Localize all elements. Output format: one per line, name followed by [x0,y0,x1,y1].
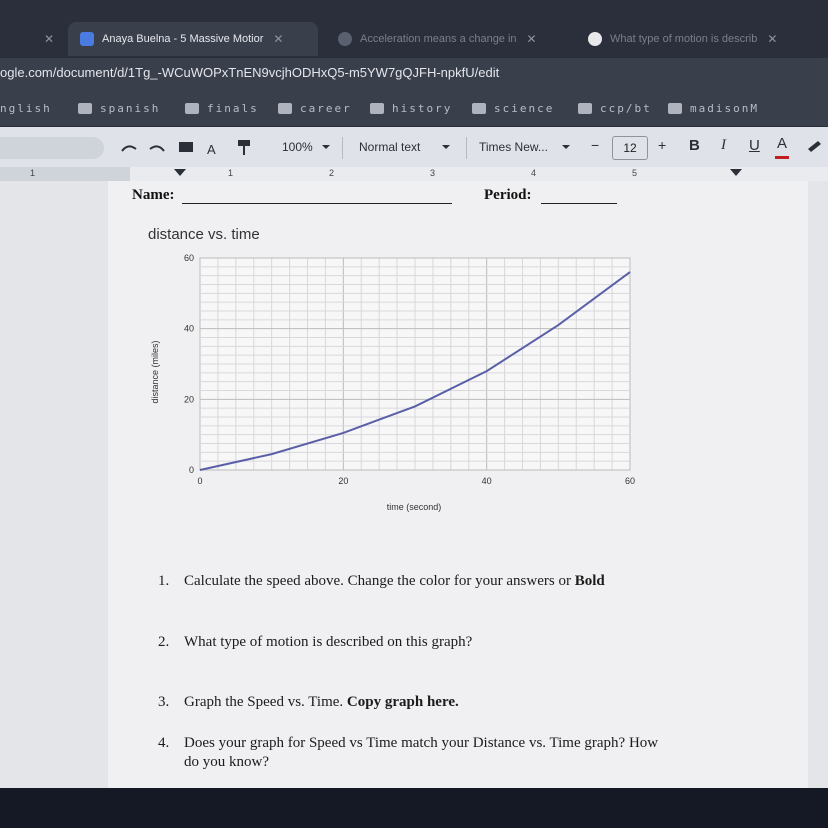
question-4[interactable]: 4. Does your graph for Speed vs Time match your Distance vs. Time graph? How do you know? [158,735,659,770]
name-blank [182,203,452,204]
text-color-swatch [775,156,789,159]
folder-icon [278,103,292,114]
docs-toolbar [0,127,828,167]
x-axis-label: time (second) [386,502,442,512]
period-blank [541,203,617,204]
ruler-number: 1 [228,168,234,178]
folder-icon [370,103,384,114]
separator [342,137,343,159]
y-tick-label: 0 [188,465,194,475]
separator [466,137,467,159]
google-icon [588,32,602,46]
style-select[interactable]: Normal text [359,140,421,154]
decrease-font-size-button[interactable]: − [591,137,600,153]
period-label: Period: [484,187,532,203]
tab-close-icon[interactable]: ✕ [526,32,537,46]
bookmark-item[interactable]: science [472,102,554,115]
folder-icon [668,103,682,114]
font-select[interactable]: Times New... [479,140,548,154]
browser-tab[interactable] [576,22,828,56]
tab-close-icon[interactable]: ✕ [767,32,778,46]
browser-tab-active[interactable] [68,22,318,56]
folder-icon [578,103,592,114]
name-label: Name: [132,187,175,203]
chevron-down-icon [562,145,570,149]
chart-title: distance vs. time [148,226,260,243]
indent-marker[interactable] [174,169,186,176]
x-tick-label: 40 [481,476,492,486]
ruler-number: 4 [531,168,537,178]
paint-format-icon[interactable] [238,140,250,146]
ruler-number: 1 [30,168,36,178]
x-tick-label: 60 [624,476,636,486]
tab-close-icon[interactable]: ✕ [273,32,284,46]
question-1[interactable]: 1. Calculate the speed above. Change the color for your answers or Bold [158,573,605,589]
print-icon[interactable] [179,142,193,152]
url-text[interactable]: ogle.com/document/d/1Tg_-WCuWOPxTnEN9vcjhODHxQ5-m5YW7gQJFH-npkfU/edit [0,65,500,80]
bookmark-item[interactable]: ccp/bt [578,102,652,115]
chevron-down-icon [442,145,450,149]
bookmark-item[interactable]: nglish [0,102,52,115]
bookmark-item[interactable]: history [370,102,452,115]
italic-button[interactable]: I [721,137,726,153]
text-color-button[interactable]: A [777,135,788,152]
y-axis-label: distance (miles) [150,340,160,404]
ruler-number: 3 [430,168,436,178]
address-bar[interactable] [0,58,828,92]
y-tick-label: 60 [183,253,194,263]
screen-bezel [0,788,828,828]
tab-close-icon[interactable]: ✕ [44,32,55,46]
tab-title: Anaya Buelna - 5 Massive Motior [102,33,264,45]
increase-font-size-button[interactable]: + [658,137,667,153]
ruler-number: 2 [329,168,335,178]
bookmark-item[interactable]: career [278,102,352,115]
bookmark-item[interactable]: finals [185,102,259,115]
y-tick-label: 20 [183,394,194,405]
redo-icon[interactable] [150,146,164,151]
bookmark-item[interactable]: spanish [78,102,160,115]
tab-title: Acceleration means a change in [360,33,517,45]
bookmarks-bar [0,92,828,127]
browser-tab[interactable] [0,22,64,56]
ruler-number: 5 [632,168,638,178]
underline-button[interactable]: U [749,137,760,154]
tab-title: What type of motion is describ [610,33,758,45]
zoom-select[interactable]: 100% [282,140,313,154]
site-icon [338,32,352,46]
y-tick-label: 40 [183,323,194,334]
browser-tab[interactable] [326,22,566,56]
x-tick-label: 0 [197,476,203,486]
right-indent-marker[interactable] [730,169,742,176]
folder-icon [185,103,199,114]
spellcheck-icon[interactable]: A [207,142,216,157]
font-size-input[interactable]: 12 [612,136,648,160]
bookmark-item[interactable]: madisonM [668,102,759,115]
ruler-markers [0,167,828,181]
question-2[interactable]: 2. What type of motion is described on this graph? [158,634,473,650]
question-3[interactable]: 3. Graph the Speed vs. Time. Copy graph here. [158,694,459,710]
highlight-pen-icon[interactable] [808,141,821,152]
ruler[interactable] [0,167,828,181]
x-tick-label: 20 [338,476,349,486]
undo-icon[interactable] [122,146,136,151]
docs-icon [80,32,94,46]
chevron-down-icon [322,145,330,149]
folder-icon [78,103,92,114]
browser-tab-strip [0,0,828,58]
bold-button[interactable]: B [689,137,700,154]
folder-icon [472,103,486,114]
